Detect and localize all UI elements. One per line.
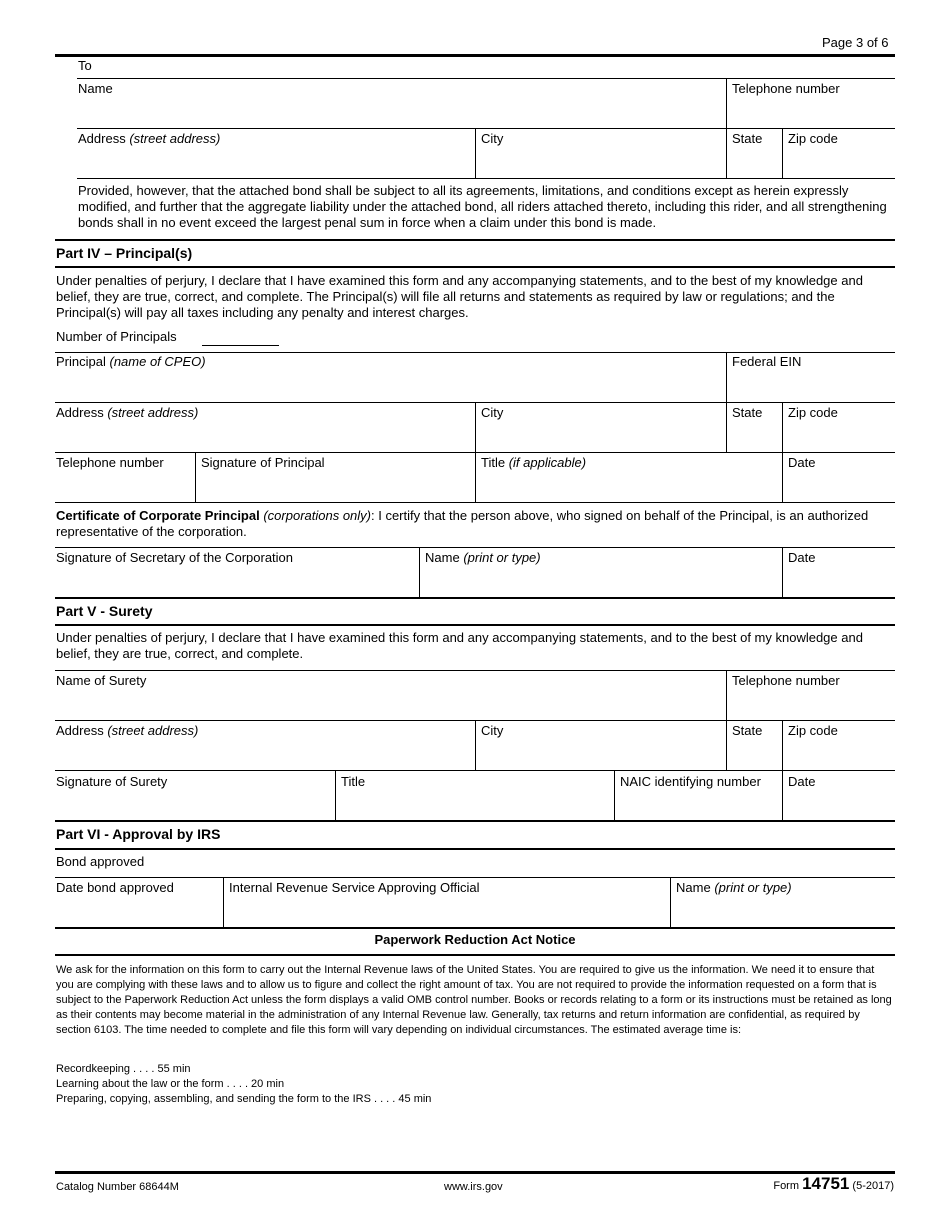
- surety-telephone-label: Telephone number: [732, 673, 840, 688]
- catalog-number: Catalog Number 68644M: [56, 1181, 179, 1193]
- to-state-label: State: [732, 131, 763, 146]
- principal-zip-field[interactable]: [783, 403, 895, 452]
- section-rule: [55, 624, 895, 626]
- to-city-field[interactable]: [476, 129, 726, 178]
- divider: [77, 178, 895, 179]
- secretary-name-field[interactable]: [420, 548, 782, 597]
- section-rule: [55, 820, 895, 822]
- surety-date-field[interactable]: [783, 771, 895, 820]
- principal-name-label: Principal (name of CPEO): [56, 354, 206, 369]
- number-principals-field[interactable]: [202, 331, 279, 346]
- naic-number-field[interactable]: [615, 771, 782, 820]
- to-telephone-field[interactable]: [727, 79, 895, 128]
- principal-state-label: State: [732, 405, 763, 420]
- section-rule: [55, 266, 895, 268]
- time-learning: Learning about the law or the form . . . . 20 min: [56, 1078, 285, 1090]
- form-id: Form 14751 (5-2017): [773, 1174, 894, 1193]
- secretary-name-label: Name (print or type): [425, 550, 541, 565]
- principal-city-field[interactable]: [476, 403, 726, 452]
- principal-signature-field[interactable]: [196, 453, 475, 502]
- to-label: To: [78, 58, 92, 73]
- surety-state-field[interactable]: [727, 721, 782, 770]
- approving-official-field[interactable]: [224, 878, 670, 927]
- date-approved-field[interactable]: [55, 878, 223, 927]
- principal-zip-label: Zip code: [788, 405, 838, 420]
- secretary-signature-label: Signature of Secretary of the Corporation: [56, 550, 294, 565]
- to-state-field[interactable]: [727, 129, 782, 178]
- provision-text: Provided, however, that the attached bond shall be subject to all its agreements, limitations, and conditions except as herein expressly modified, and further that the aggregate liability under the attached bond, all riders attached thereto, including this rider, and all strengthening bonds shall in no event exceed the largest penal sum in force when a claim under this bond is made.: [78, 183, 887, 230]
- surety-zip-label: Zip code: [788, 723, 838, 738]
- naic-number-label: NAIC identifying number: [620, 774, 761, 789]
- principal-telephone-label: Telephone number: [56, 455, 164, 470]
- top-rule: [55, 54, 895, 57]
- pra-body: We ask for the information on this form to carry out the Internal Revenue laws of the United States. You are required to give us the information. We need it to ensure that you are complying with these laws and to allow us to figure and collect the right amount of tax. You are not required to provide the information requested on a form that is subject to the Paperwork Reduction Act unless the form displays a valid OMB control number. Books or records relating to a form or its instructions must be retained as long as their contents may become material in the administration of any Internal Revenue law. Generally, tax returns and return information are confidential, as required by section 6103. The time needed to complete and file this form will vary depending on individual circumstances. The estimated average time is:: [56, 964, 892, 1036]
- to-address-label: Address (street address): [78, 131, 221, 146]
- bond-approved-field[interactable]: [55, 850, 895, 877]
- principal-address-label: Address (street address): [56, 405, 199, 420]
- pra-title: Paperwork Reduction Act Notice: [374, 932, 576, 947]
- approving-official-label: Internal Revenue Service Approving Official: [229, 880, 480, 895]
- principal-signature-label: Signature of Principal: [201, 455, 325, 470]
- part6-title: Part VI - Approval by IRS: [56, 826, 221, 842]
- surety-name-field[interactable]: [55, 671, 726, 720]
- surety-telephone-field[interactable]: [727, 671, 895, 720]
- to-city-label: City: [481, 131, 504, 146]
- surety-address-field[interactable]: [55, 721, 475, 770]
- form-number: 14751: [802, 1174, 850, 1193]
- section-rule: [55, 239, 895, 241]
- surety-title-label: Title: [341, 774, 366, 789]
- surety-zip-field[interactable]: [783, 721, 895, 770]
- surety-title-field[interactable]: [336, 771, 614, 820]
- secretary-signature-field[interactable]: [55, 548, 419, 597]
- to-name-field[interactable]: [77, 79, 727, 128]
- to-address-field[interactable]: [77, 129, 475, 178]
- secretary-date-label: Date: [788, 550, 816, 565]
- principal-state-field[interactable]: [727, 403, 782, 452]
- divider: [55, 502, 895, 503]
- surety-address-label: Address (street address): [56, 723, 199, 738]
- part4-declaration: Under penalties of perjury, I declare that I have examined this form and any accompanying statements, and to the best of my knowledge and belief, they are true, correct, and complete. The Principal(s) will file all returns and statements as required by law or regulations; and the Principal(s) will pay all taxes including any penalty and interest charges.: [56, 273, 863, 320]
- surety-city-field[interactable]: [476, 721, 726, 770]
- section-rule: [55, 927, 895, 929]
- surety-signature-field[interactable]: [55, 771, 335, 820]
- official-name-field[interactable]: [671, 878, 895, 927]
- number-principals-label: Number of Principals: [56, 329, 177, 344]
- secretary-date-field[interactable]: [783, 548, 895, 597]
- surety-signature-label: Signature of Surety: [56, 774, 168, 789]
- bond-approved-label: Bond approved: [56, 854, 145, 869]
- bottom-rule: [55, 1171, 895, 1174]
- to-telephone-label: Telephone number: [732, 81, 840, 96]
- date-approved-label: Date bond approved: [56, 880, 174, 895]
- part4-title: Part IV – Principal(s): [56, 245, 193, 261]
- principal-title-label: Title (if applicable): [481, 455, 587, 470]
- section-rule: [55, 954, 895, 956]
- federal-ein-label: Federal EIN: [732, 354, 802, 369]
- irs-website: www.irs.gov: [444, 1181, 503, 1193]
- principal-name-field[interactable]: [55, 353, 726, 402]
- time-preparing: Preparing, copying, assembling, and sending the form to the IRS . . . . 45 min: [56, 1093, 432, 1105]
- principal-date-field[interactable]: [783, 453, 895, 502]
- section-rule: [55, 597, 895, 599]
- federal-ein-field[interactable]: [727, 353, 895, 402]
- principal-city-label: City: [481, 405, 504, 420]
- page-number: Page 3 of 6: [822, 35, 889, 50]
- part5-title: Part V - Surety: [56, 603, 153, 619]
- surety-date-label: Date: [788, 774, 816, 789]
- to-name-label: Name: [78, 81, 113, 96]
- to-zip-field[interactable]: [783, 129, 895, 178]
- surety-city-label: City: [481, 723, 504, 738]
- principal-date-label: Date: [788, 455, 816, 470]
- official-name-label: Name (print or type): [676, 880, 792, 895]
- corporate-certificate: Certificate of Corporate Principal (corporations only): I certify that the person above, who signed on behalf of the Principal, is an authorized representative of the corporation.: [56, 508, 869, 539]
- principal-title-field[interactable]: [476, 453, 782, 502]
- part5-declaration: Under penalties of perjury, I declare that I have examined this form and any accompanying statements, and to the best of my knowledge and belief, they are true, correct, and complete.: [56, 630, 863, 661]
- surety-state-label: State: [732, 723, 763, 738]
- time-recordkeeping: Recordkeeping . . . . 55 min: [56, 1063, 191, 1075]
- principal-address-field[interactable]: [55, 403, 475, 452]
- principal-telephone-field[interactable]: [55, 453, 195, 502]
- to-zip-label: Zip code: [788, 131, 838, 146]
- surety-name-label: Name of Surety: [56, 673, 147, 688]
